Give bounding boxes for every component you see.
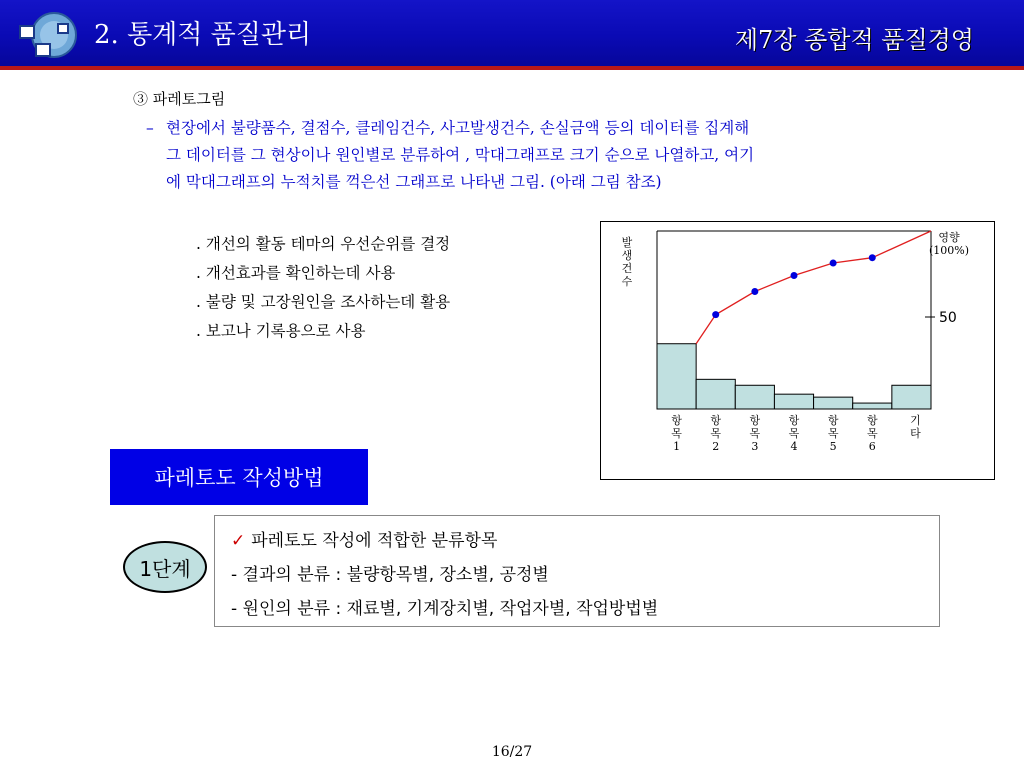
tick-label: 항 목 3 xyxy=(749,414,761,453)
desc-dash: – xyxy=(146,119,154,137)
bar xyxy=(696,379,735,409)
tick-label: 항 목 2 xyxy=(710,414,722,453)
check-icon: ✓ xyxy=(231,531,246,551)
desc-line-1: – 현장에서 불량품수, 결점수, 클레임건수, 사고발생건수, 손실금액 등의 데이터를 집계해 xyxy=(146,115,956,142)
tick-label: 항 목 1 xyxy=(671,414,682,453)
header-divider xyxy=(0,66,1024,70)
uses-item: . 불량 및 고장원인을 조사하는데 활용 xyxy=(196,293,451,311)
step-title-row xyxy=(231,526,497,551)
cumulative-point xyxy=(830,260,837,267)
bar xyxy=(657,344,696,409)
bar xyxy=(774,394,813,409)
cumulative-point xyxy=(712,311,719,318)
tick-label: 항 목 5 xyxy=(827,414,839,453)
logo-icon xyxy=(14,10,84,60)
cumulative-line xyxy=(696,231,931,344)
chapter-title: 제7장 종합적 품질경영 xyxy=(734,26,974,54)
cumulative-point xyxy=(791,272,798,279)
uses-item: . 보고나 기록용으로 사용 xyxy=(196,322,366,340)
uses-item: . 개선효과를 확인하는데 사용 xyxy=(196,264,396,282)
header-bar xyxy=(0,0,1024,66)
step-badge: 1단계 xyxy=(123,541,207,593)
pareto-chart-frame xyxy=(600,221,995,480)
desc-line-3: 에 막대그래프의 누적치를 꺽은선 그래프로 나타낸 그림. (아래 그림 참조) xyxy=(166,173,662,191)
right-axis-label: 영향 (100%) xyxy=(928,231,970,257)
section-description xyxy=(146,115,956,196)
bar xyxy=(853,403,892,409)
right-tick-label: 50 xyxy=(939,310,957,326)
page-title: 2. 통계적 품질관리 xyxy=(94,20,312,50)
page-number: 16/27 xyxy=(491,744,533,760)
bar xyxy=(814,397,853,409)
method-title-box: 파레토도 작성방법 xyxy=(110,449,368,505)
tick-label: 항 목 4 xyxy=(788,414,800,453)
pareto-chart xyxy=(601,222,994,479)
uses-list xyxy=(196,230,450,346)
bar xyxy=(735,385,774,409)
y-axis-label: 발 생 건 수 xyxy=(621,236,633,288)
cumulative-point xyxy=(751,288,758,295)
tick-label: 항 목 6 xyxy=(866,414,878,453)
bar xyxy=(892,385,931,409)
tick-label: 기 타 xyxy=(910,414,921,440)
desc-line-2: 그 데이터를 그 현상이나 원인별로 분류하여 , 막대그래프로 크기 순으로 나열하고, 여기 xyxy=(166,146,755,164)
step-line: - 원인의 분류 : 재료별, 기계장치별, 작업자별, 작업방법별 xyxy=(231,599,659,619)
cumulative-point xyxy=(869,254,876,261)
step-title: 파레토도 작성에 적합한 분류항목 xyxy=(251,531,498,551)
section-heading: ③ 파레토그림 xyxy=(133,90,226,108)
step-content-box xyxy=(214,515,940,627)
uses-item: . 개선의 활동 테마의 우선순위를 결정 xyxy=(196,235,451,253)
step-line: - 결과의 분류 : 불량항목별, 장소별, 공정별 xyxy=(231,565,549,585)
